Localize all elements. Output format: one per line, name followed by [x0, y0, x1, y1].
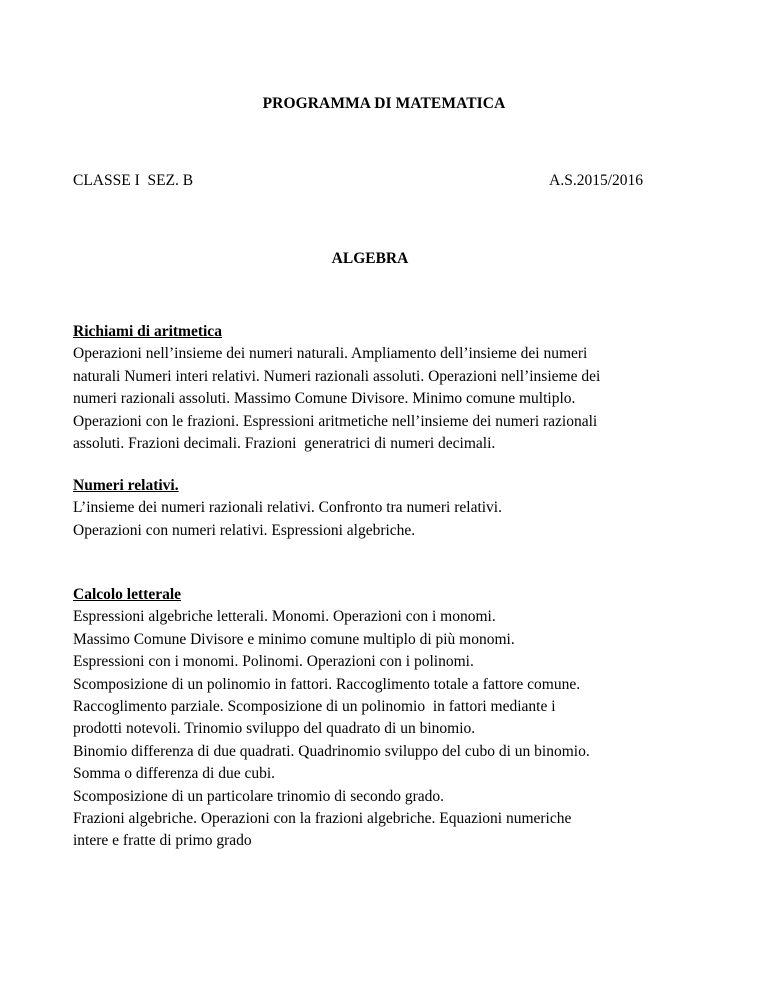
section-line: assoluti. Frazioni decimali. Frazioni generatrici di numeri decimali. [73, 435, 496, 453]
section-line: naturali Numeri interi relativi. Numeri razionali assoluti. Operazioni nell’insieme dei [73, 367, 601, 385]
section-line: Raccoglimento parziale. Scomposizione di un polinomio in fattori mediante i [73, 698, 556, 716]
section-line: Massimo Comune Divisore e minimo comune multiplo di più monomi. [73, 630, 515, 648]
section-line: Espressioni algebriche letterali. Monomi. Operazioni con i monomi. [73, 608, 496, 626]
document-title: PROGRAMMA DI MATEMATICA [262, 95, 506, 112]
section-line: numeri razionali assoluti. Massimo Comune Divisore. Minimo comune multiplo. [73, 390, 576, 408]
section-line: Operazioni con le frazioni. Espressioni aritmetiche nell’insieme dei numeri razionali [73, 412, 598, 430]
section-line: Frazioni algebriche. Operazioni con la frazioni algebriche. Equazioni numeriche [73, 810, 572, 828]
school-year: A.S.2015/2016 [549, 172, 643, 189]
section-line: Somma o differenza di due cubi. [73, 765, 276, 783]
section-line: Binomio differenza di due quadrati. Quadrinomio sviluppo del cubo di un binomio. [73, 742, 590, 760]
section-calcolo-letterale [73, 584, 713, 853]
section-heading: Richiami di aritmetica [73, 323, 222, 340]
subject-heading: ALGEBRA [331, 250, 409, 267]
section-line: Operazioni nell’insieme dei numeri naturali. Ampliamento dell’insieme dei numeri [73, 345, 588, 363]
class-label: CLASSE I SEZ. B [73, 172, 194, 189]
section-line: Scomposizione di un particolare trinomio di secondo grado. [73, 787, 445, 805]
section-line: Espressioni con i monomi. Polinomi. Operazioni con i polinomi. [73, 653, 474, 671]
section-line: Operazioni con numeri relativi. Espressioni algebriche. [73, 521, 416, 539]
section-numeri-relativi [73, 475, 713, 542]
section-line: Scomposizione di un polinomio in fattori. Raccoglimento totale a fattore comune. [73, 675, 581, 693]
section-heading: Numeri relativi. [73, 477, 179, 494]
section-richiami-aritmetica [73, 321, 713, 455]
section-line: prodotti notevoli. Trinomio sviluppo del quadrato di un binomio. [73, 720, 476, 738]
section-line: L’insieme dei numeri razionali relativi. Confronto tra numeri relativi. [73, 499, 502, 517]
section-line: intere e fratte di primo grado [73, 832, 252, 850]
section-heading: Calcolo letterale [73, 586, 182, 603]
